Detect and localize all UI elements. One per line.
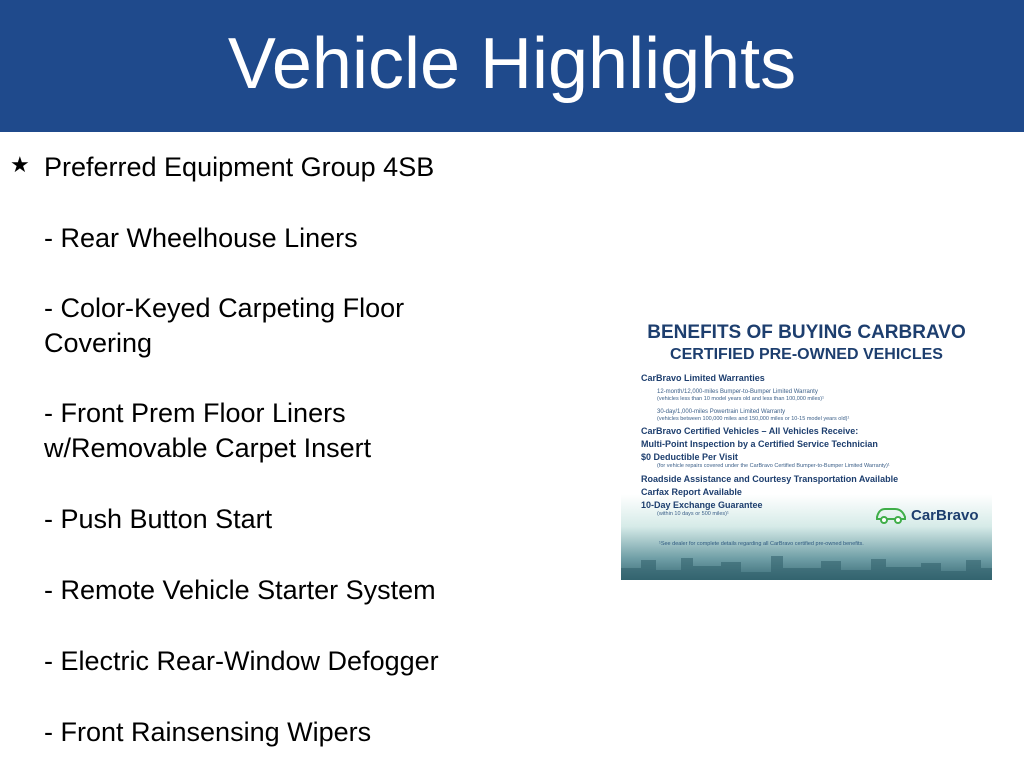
- highlight-item: - Remote Vehicle Starter System: [44, 575, 436, 605]
- warranty-2: 30-day/1,000-miles Powertrain Limited Warranty: [657, 409, 786, 415]
- promo-footnote: ¹See dealer for complete details regarding all CarBravo certified pre-owned benefits.: [659, 541, 864, 547]
- promo-heading-line1: BENEFITS OF BUYING CARBRAVO: [647, 322, 966, 343]
- warranties-title: CarBravo Limited Warranties: [641, 373, 765, 383]
- highlight-item: - Front Prem Floor Liners w/Removable Carpet Insert: [44, 398, 372, 463]
- benefit-5: 10-Day Exchange Guarantee: [641, 500, 763, 510]
- carbravo-logo-text: CarBravo: [911, 506, 979, 524]
- highlight-item: - Electric Rear-Window Defogger: [44, 646, 439, 676]
- certified-title: CarBravo Certified Vehicles – All Vehicles Receive:: [641, 426, 859, 436]
- carbravo-benefits-image: [621, 312, 992, 580]
- highlight-item: Preferred Equipment Group 4SB: [44, 152, 435, 182]
- benefit-3: Roadside Assistance and Courtesy Transportation Available: [641, 474, 899, 484]
- benefit-5-note: (within 10 days or 500 miles)¹: [657, 511, 729, 517]
- highlight-item: - Front Rainsensing Wipers: [44, 717, 372, 747]
- city-skyline-graphic: [621, 550, 992, 580]
- warranty-2-note: (vehicles between 100,000 miles and 150,000 miles or 10-15 model years old)¹: [657, 416, 850, 422]
- warranty-1: 12-month/12,000-miles Bumper-to-Bumper Limited Warranty: [657, 389, 818, 395]
- carbravo-logo: [875, 505, 979, 525]
- promo-heading-line2: CERTIFIED PRE-OWNED VEHICLES: [670, 346, 943, 363]
- benefit-4: Carfax Report Available: [641, 487, 742, 497]
- title-banner: [0, 0, 1024, 132]
- page-title: Vehicle Highlights: [227, 24, 797, 104]
- benefit-2: $0 Deductible Per Visit: [641, 452, 738, 462]
- warranty-1-note: (vehicles less than 10 model years old and less than 100,000 miles)¹: [657, 396, 824, 402]
- benefit-2-note: (for vehicle repairs covered under the CarBravo Certified Bumper-to-Bumper Limited Warranty)¹: [657, 463, 890, 469]
- highlight-item: - Color-Keyed Carpeting Floor Covering: [44, 293, 405, 358]
- car-icon: [875, 505, 907, 525]
- highlight-item: - Rear Wheelhouse Liners: [44, 223, 358, 253]
- highlight-item: - Push Button Start: [44, 504, 273, 534]
- benefit-1: Multi-Point Inspection by a Certified Service Technician: [641, 439, 878, 449]
- star-bullet-icon: ★: [10, 152, 30, 177]
